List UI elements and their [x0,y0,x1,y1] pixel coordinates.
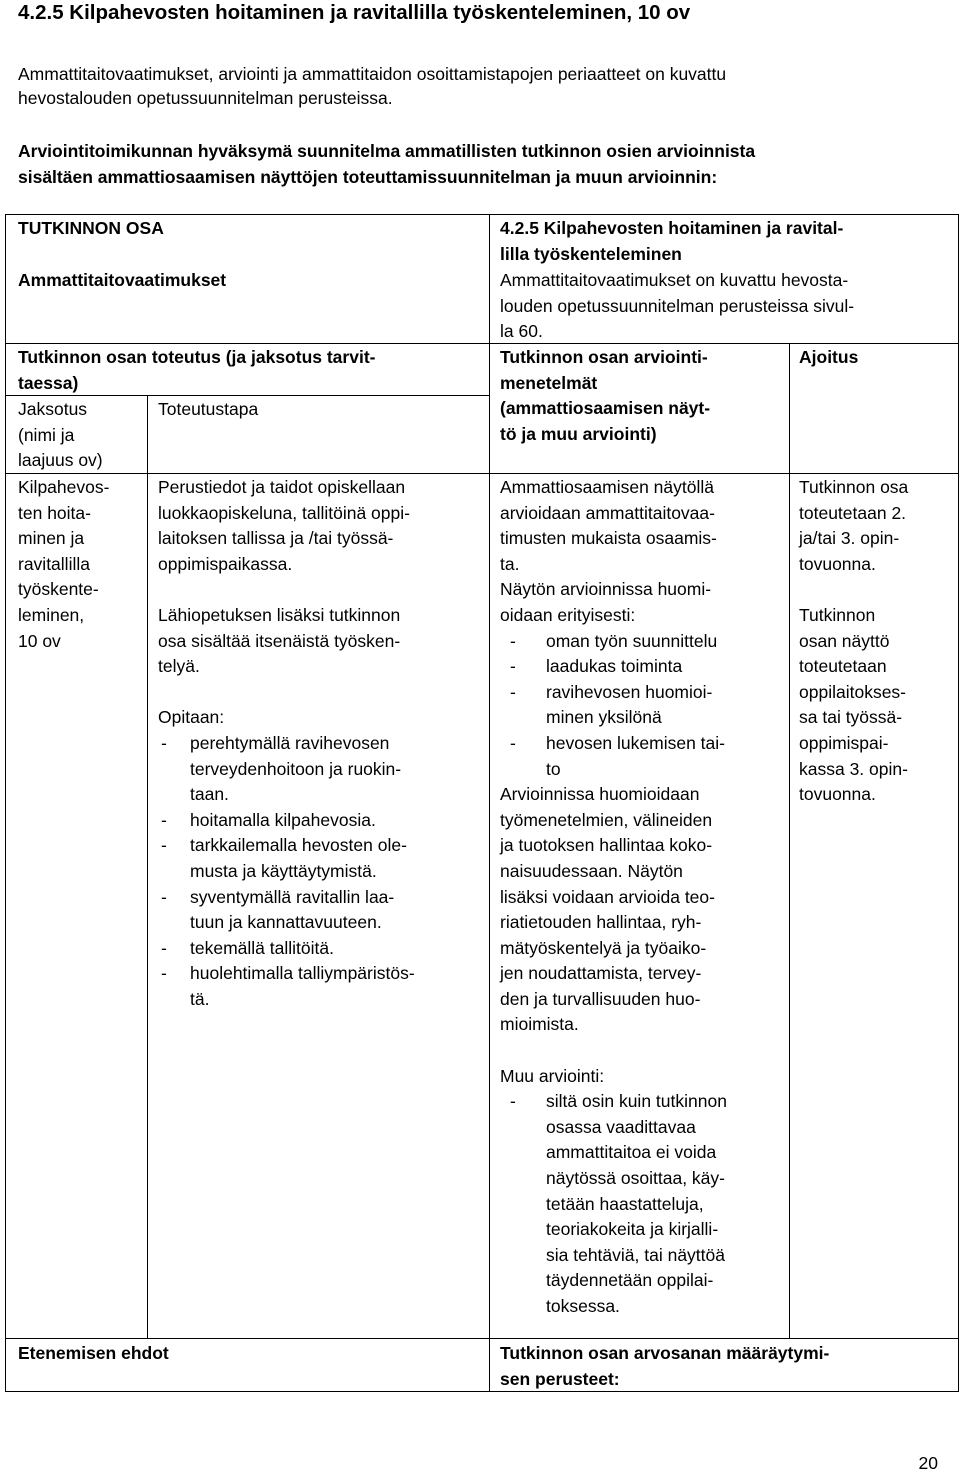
arviointi-item-line: to [546,758,561,779]
jaksotus-line: Kilpahevos- [18,477,110,497]
ajoitus-line: toteutetaan [799,656,887,677]
toteutustapa-line: osa sisältää itsenäistä työsken- [158,630,401,651]
dash-marker: - [510,681,516,702]
toteutustapa-value [158,475,415,1012]
dash-marker: - [161,835,167,856]
ammattitaito-label: Ammattitaitovaatimukset [18,270,227,290]
arviointi-item-line: hevosen lukemisen tai- [546,732,725,753]
ammattitaito-line: Ammattitaitovaatimukset on kuvattu hevosta- [500,270,849,290]
table-rule-vertical [489,214,490,1392]
jaksotus-line: leminen, [18,604,85,625]
paragraph-gap [158,577,415,603]
opitaan-item [158,961,415,1012]
ajoitus-line: tovuonna. [799,553,876,574]
table-border-top [5,214,959,215]
ajoitus-value [799,475,908,808]
muu-item-line: toksessa. [546,1296,620,1316]
ajoitus-line: oppimispai- [799,732,889,753]
intro-line: hevostalouden opetussuunnitelman perusteissa. [18,88,393,108]
muu-item-line: siltä osin kuin tutkinnon [546,1091,727,1112]
page-number: 20 [918,1453,938,1473]
ajoitus-line: kassa 3. opin- [799,758,908,779]
table-rule-vertical [147,395,148,1339]
toteutus-header-line: taessa) [18,372,79,393]
jaksotus-header-line: Jaksotus [18,399,88,419]
arviointi-line: oidaan erityisesti: [500,604,636,625]
opitaan-item-line: syventymällä ravitallin laa- [190,886,395,907]
ajoitus-header: Ajoitus [799,347,859,367]
ajoitus-line: toteutetaan 2. [799,502,907,523]
opitaan-item-line: hoitamalla kilpahevosia. [190,809,376,830]
table-rule-vertical [789,343,790,1339]
arviointi-line: mioimista. [500,1014,579,1035]
opitaan-item-line: tarkkailemalla hevosten ole- [190,835,407,856]
muu-item-line: näytössä osoittaa, käy- [546,1168,725,1189]
paragraph-gap [799,577,908,603]
arviointi-line: arvioidaan ammattitaitovaa- [500,502,715,523]
jaksotus-line: ten hoita- [18,502,91,523]
jaksotus-line: ravitallilla [18,553,90,574]
arviointi-header-line: tö ja muu arviointi) [500,423,657,444]
arviointi-item [500,629,727,655]
tutkinnon-osa-line: 4.2.5 Kilpahevosten hoitaminen ja ravital- [500,218,844,238]
opitaan-item-line: musta ja käyttäytymistä. [190,860,377,881]
toteutus-header [18,345,375,396]
arviointi-header-line: (ammattiosaamisen näyt- [500,398,711,419]
opitaan-item [158,885,415,936]
table-rule [5,1338,959,1339]
jaksotus-header-line: (nimi ja [18,424,75,445]
dash-marker: - [161,886,167,907]
arviointi-line: naisuudessaan. Näytön [500,860,683,881]
arviointi-line: lisäksi voidaan arvioida teo- [500,886,715,907]
arviointi-value [500,475,727,1320]
opitaan-item-line: tä. [190,988,210,1009]
toteutustapa-line: luokkaopiskeluna, tallitöinä oppi- [158,502,410,523]
ajoitus-line: osan näyttö [799,630,890,651]
arviointi-line: Arvioinnissa huomioidaan [500,784,700,805]
etenemisen-ehdot-label: Etenemisen ehdot [18,1343,169,1363]
paragraph-gap [500,1038,727,1064]
muu-arviointi-label: Muu arviointi: [500,1065,605,1086]
opitaan-item-line: taan. [190,784,229,805]
table-border-left [5,214,6,1392]
ammattitaito-value [500,268,854,345]
arviointi-line: jen noudattamista, tervey- [500,963,702,984]
arviointi-item-line: laadukas toiminta [546,656,683,677]
muu-item-line: täydennetään oppilai- [546,1270,714,1291]
intro-bold-line: Arviointitoimikunnan hyväksymä suunnitelma ammatillisten tutkinnon osien arvioinnista [18,141,756,161]
ajoitus-line: ja/tai 3. opin- [799,528,900,549]
arviointi-line: mätyöskentelyä ja työaiko- [500,937,707,958]
opitaan-item [158,833,415,884]
muu-item-line: sia tehtäviä, tai näyttöä [546,1244,725,1265]
tutkinnon-osa-label: TUTKINNON OSA [18,218,164,238]
arviointi-line: ja tuotoksen hallintaa koko- [500,835,713,856]
intro-bold-paragraph [18,138,755,190]
toteutustapa-line: telyä. [158,656,200,677]
jaksotus-line: minen ja [18,528,85,549]
ajoitus-line: Tutkinnon osa [799,477,909,497]
intro-line: Ammattitaitovaatimukset, arviointi ja ammattitaidon osoittamistapojen periaatteet on kuvattu [18,64,727,84]
ammattitaito-line: la 60. [500,321,543,342]
arviointi-item-line: oman työn suunnittelu [546,630,718,651]
table-border-right [958,214,959,1392]
arviointi-line: Ammattiosaamisen näytöllä [500,477,714,497]
muu-item-line: tetään haastatteluja, [546,1193,704,1214]
opitaan-item [158,808,415,834]
jaksotus-header [18,397,103,474]
tutkinnon-osa-line: lilla työskenteleminen [500,243,682,264]
opitaan-item-line: perehtymällä ravihevosen [190,732,390,753]
muu-item-line: osassa vaadittavaa [546,1116,696,1137]
arviointi-line: riatietouden hallintaa, ryh- [500,912,702,933]
toteutustapa-line: Perustiedot ja taidot opiskellaan [158,477,406,497]
ajoitus-line: oppilaitokses- [799,681,906,702]
opitaan-item-line: huolehtimalla talliympäristös- [190,963,415,984]
dash-marker: - [510,630,516,651]
dash-marker: - [510,732,516,753]
arviointi-line: den ja turvallisuuden huo- [500,988,701,1009]
arviointi-line: Näytön arvioinnissa huomi- [500,579,712,600]
arviointi-item [500,654,727,680]
jaksotus-line: työskente- [18,579,99,600]
muu-item-line: ammattitaitoa ei voida [546,1142,717,1163]
paragraph-gap [158,680,415,706]
toteutustapa-header: Toteutustapa [158,399,259,419]
dash-marker: - [161,937,167,958]
dash-marker: - [161,809,167,830]
dash-marker: - [161,963,167,984]
opitaan-item-line: tekemällä tallitöitä. [190,937,334,958]
jaksotus-value [18,475,109,654]
opitaan-item [158,936,415,962]
muu-item-line: teoriakokeita ja kirjalli- [546,1219,719,1240]
ammattitaito-line: louden opetussuunnitelman perusteissa sivul- [500,295,855,316]
jaksotus-header-line: laajuus ov) [18,450,103,471]
arviointi-item [500,680,727,731]
section-heading: 4.2.5 Kilpahevosten hoitaminen ja ravitallilla työskenteleminen, 10 ov [18,1,691,24]
dash-marker: - [161,732,167,753]
dash-marker: - [510,1091,516,1112]
table-rule [5,473,959,474]
arviointi-header [500,345,710,447]
arviointi-header-line: menetelmät [500,372,598,393]
opitaan-item-line: terveydenhoitoon ja ruokin- [190,758,402,779]
arviointi-item [500,731,727,782]
arvosana-line: Tutkinnon osan arvosanan määräytymi- [500,1343,830,1363]
toteutustapa-line: oppimispaikassa. [158,553,293,574]
dash-marker: - [510,656,516,677]
arviointi-item-line: ravihevosen huomioi- [546,681,713,702]
arviointi-item-line: minen yksilönä [546,707,662,728]
jaksotus-line: 10 ov [18,630,61,651]
ajoitus-line: sa tai työssä- [799,707,903,728]
opitaan-label: Opitaan: [158,707,225,728]
intro-bold-line: sisältäen ammattiosaamisen näyttöjen toteuttamissuunnitelman ja muun arvioinnin: [18,167,718,187]
arviointi-line: työmenetelmien, välineiden [500,809,713,830]
toteutustapa-line: Lähiopetuksen lisäksi tutkinnon [158,604,401,625]
tutkinnon-osa-value [500,216,843,267]
ajoitus-line: tovuonna. [799,784,876,805]
arviointi-header-line: Tutkinnon osan arviointi- [500,347,708,367]
opitaan-item [158,731,415,808]
toteutustapa-line: laitoksen tallissa ja /tai työssä- [158,528,394,549]
ajoitus-line: Tutkinnon [799,604,876,625]
arvosana-label [500,1341,829,1392]
muu-arviointi-item [500,1089,727,1319]
arviointi-line: timusten mukaista osaamis- [500,528,717,549]
toteutus-header-line: Tutkinnon osan toteutus (ja jaksotus tarvit- [18,347,376,367]
opitaan-item-line: tuun ja kannattavuuteen. [190,912,382,933]
intro-paragraph [18,62,726,110]
arviointi-line: ta. [500,553,520,574]
arvosana-line: sen perusteet: [500,1368,620,1389]
